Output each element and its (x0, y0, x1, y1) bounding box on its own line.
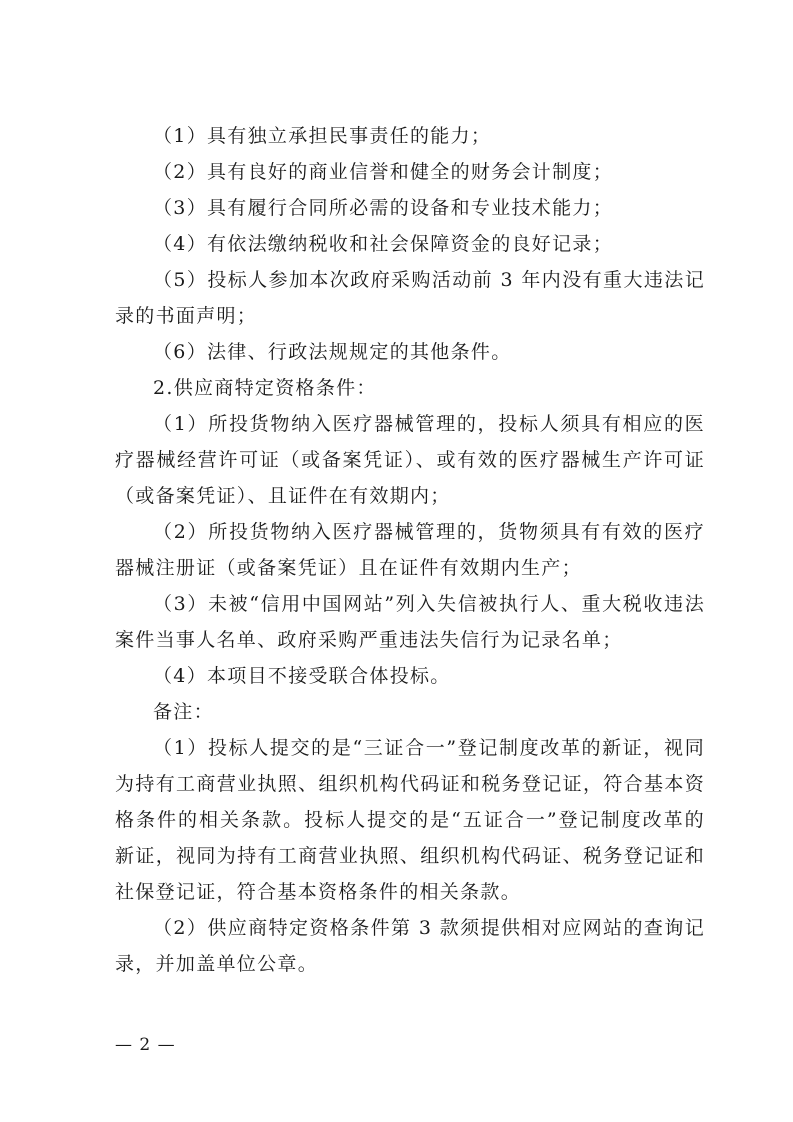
clause-basic-3: （3）具有履行合同所必需的设备和专业技术能力； (153, 197, 613, 219)
clause-basic-6: （6）法律、行政法规规定的其他条件。 (153, 341, 512, 363)
remark-1: （1）投标人提交的是“三证合一”登记制度改革的新证，视同为持有工商营业执照、组织机构代码证和税务登记证，符合基本资格条件的相关条款。投标人提交的是“五证合一”登记制度改革的新证，视同为持有工商营业执照、组织机构代码证、税务登记证和社保登记证，符合基本资格条件的相关条款。 (115, 737, 705, 903)
remarks-heading: 备注： (153, 701, 214, 723)
document-body (115, 118, 705, 982)
clause-specific-1: （1）所投货物纳入医疗器械管理的，投标人须具有相应的医疗器械经营许可证（或备案凭证）、或有效的医疗器械生产许可证（或备案凭证）、且证件在有效期内； (115, 413, 705, 507)
clause-basic-1: （1）具有独立承担民事责任的能力； (153, 125, 492, 147)
page-number: — 2 — (115, 1035, 176, 1055)
clause-basic-5: （5）投标人参加本次政府采购活动前 3 年内没有重大违法记录的书面声明； (115, 269, 705, 327)
clause-basic-2: （2）具有良好的商业信誉和健全的财务会计制度； (153, 161, 613, 183)
clause-basic-4: （4）有依法缴纳税收和社会保障资金的良好记录； (153, 233, 613, 255)
clause-specific-2: （2）所投货物纳入医疗器械管理的，货物须具有有效的医疗器械注册证（或备案凭证）且在证件有效期内生产； (115, 521, 705, 579)
clause-specific-4: （4）本项目不接受联合体投标。 (153, 665, 451, 687)
remark-2: （2）供应商特定资格条件第 3 款须提供相对应网站的查询记录，并加盖单位公章。 (115, 917, 705, 975)
clause-specific-3: （3）未被“信用中国网站”列入失信被执行人、重大税收违法案件当事人名单、政府采购严重违法失信行为记录名单； (115, 593, 705, 651)
section-heading-specific: 2.供应商特定资格条件： (153, 377, 377, 399)
